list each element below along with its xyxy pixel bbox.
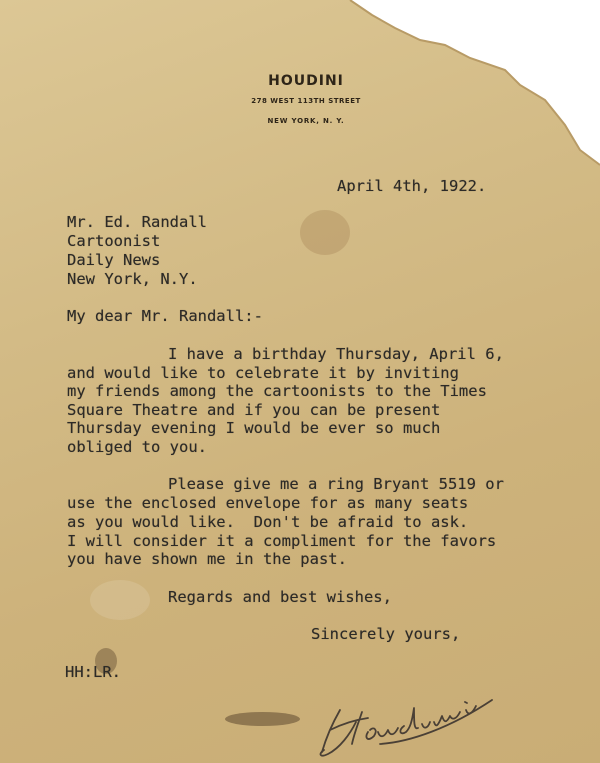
letterhead-name: HOUDINI bbox=[268, 73, 344, 89]
paragraph-line: Square Theatre and if you can be present bbox=[67, 401, 441, 419]
handwritten-signature bbox=[310, 672, 510, 762]
recipient-line: New York, N.Y. bbox=[67, 270, 198, 288]
paper-stain bbox=[90, 580, 150, 620]
typist-initials: HH:LR. bbox=[65, 663, 121, 681]
paragraph-line: Please give me a ring Bryant 5519 or bbox=[168, 475, 504, 493]
recipient-line: Daily News bbox=[67, 251, 161, 269]
paragraph-line: my friends among the cartoonists to the Times bbox=[67, 382, 487, 400]
letterhead-city: NEW YORK, N. Y. bbox=[267, 117, 345, 125]
paragraph-line: I will consider it a compliment for the favors bbox=[67, 532, 497, 550]
letterhead-street: 278 WEST 113TH STREET bbox=[251, 97, 361, 105]
paper-stain bbox=[225, 712, 300, 726]
paragraph-line: obliged to you. bbox=[67, 438, 207, 456]
paragraph-line: Thursday evening I would be ever so much bbox=[67, 419, 441, 437]
signoff: Sincerely yours, bbox=[311, 625, 461, 643]
recipient-line: Mr. Ed. Randall bbox=[67, 213, 207, 231]
paper-stain bbox=[300, 210, 350, 255]
recipient-line: Cartoonist bbox=[67, 232, 161, 250]
closing-line: Regards and best wishes, bbox=[168, 588, 392, 606]
paragraph-line: as you would like. Don't be afraid to ask. bbox=[67, 513, 469, 531]
paragraph-line: I have a birthday Thursday, April 6, bbox=[168, 345, 504, 363]
letter-date: April 4th, 1922. bbox=[337, 177, 487, 195]
salutation: My dear Mr. Randall:- bbox=[67, 307, 263, 325]
paragraph-line: use the enclosed envelope for as many seats bbox=[67, 494, 469, 512]
paragraph-line: you have shown me in the past. bbox=[67, 550, 347, 568]
paragraph-line: and would like to celebrate it by inviting bbox=[67, 364, 459, 382]
